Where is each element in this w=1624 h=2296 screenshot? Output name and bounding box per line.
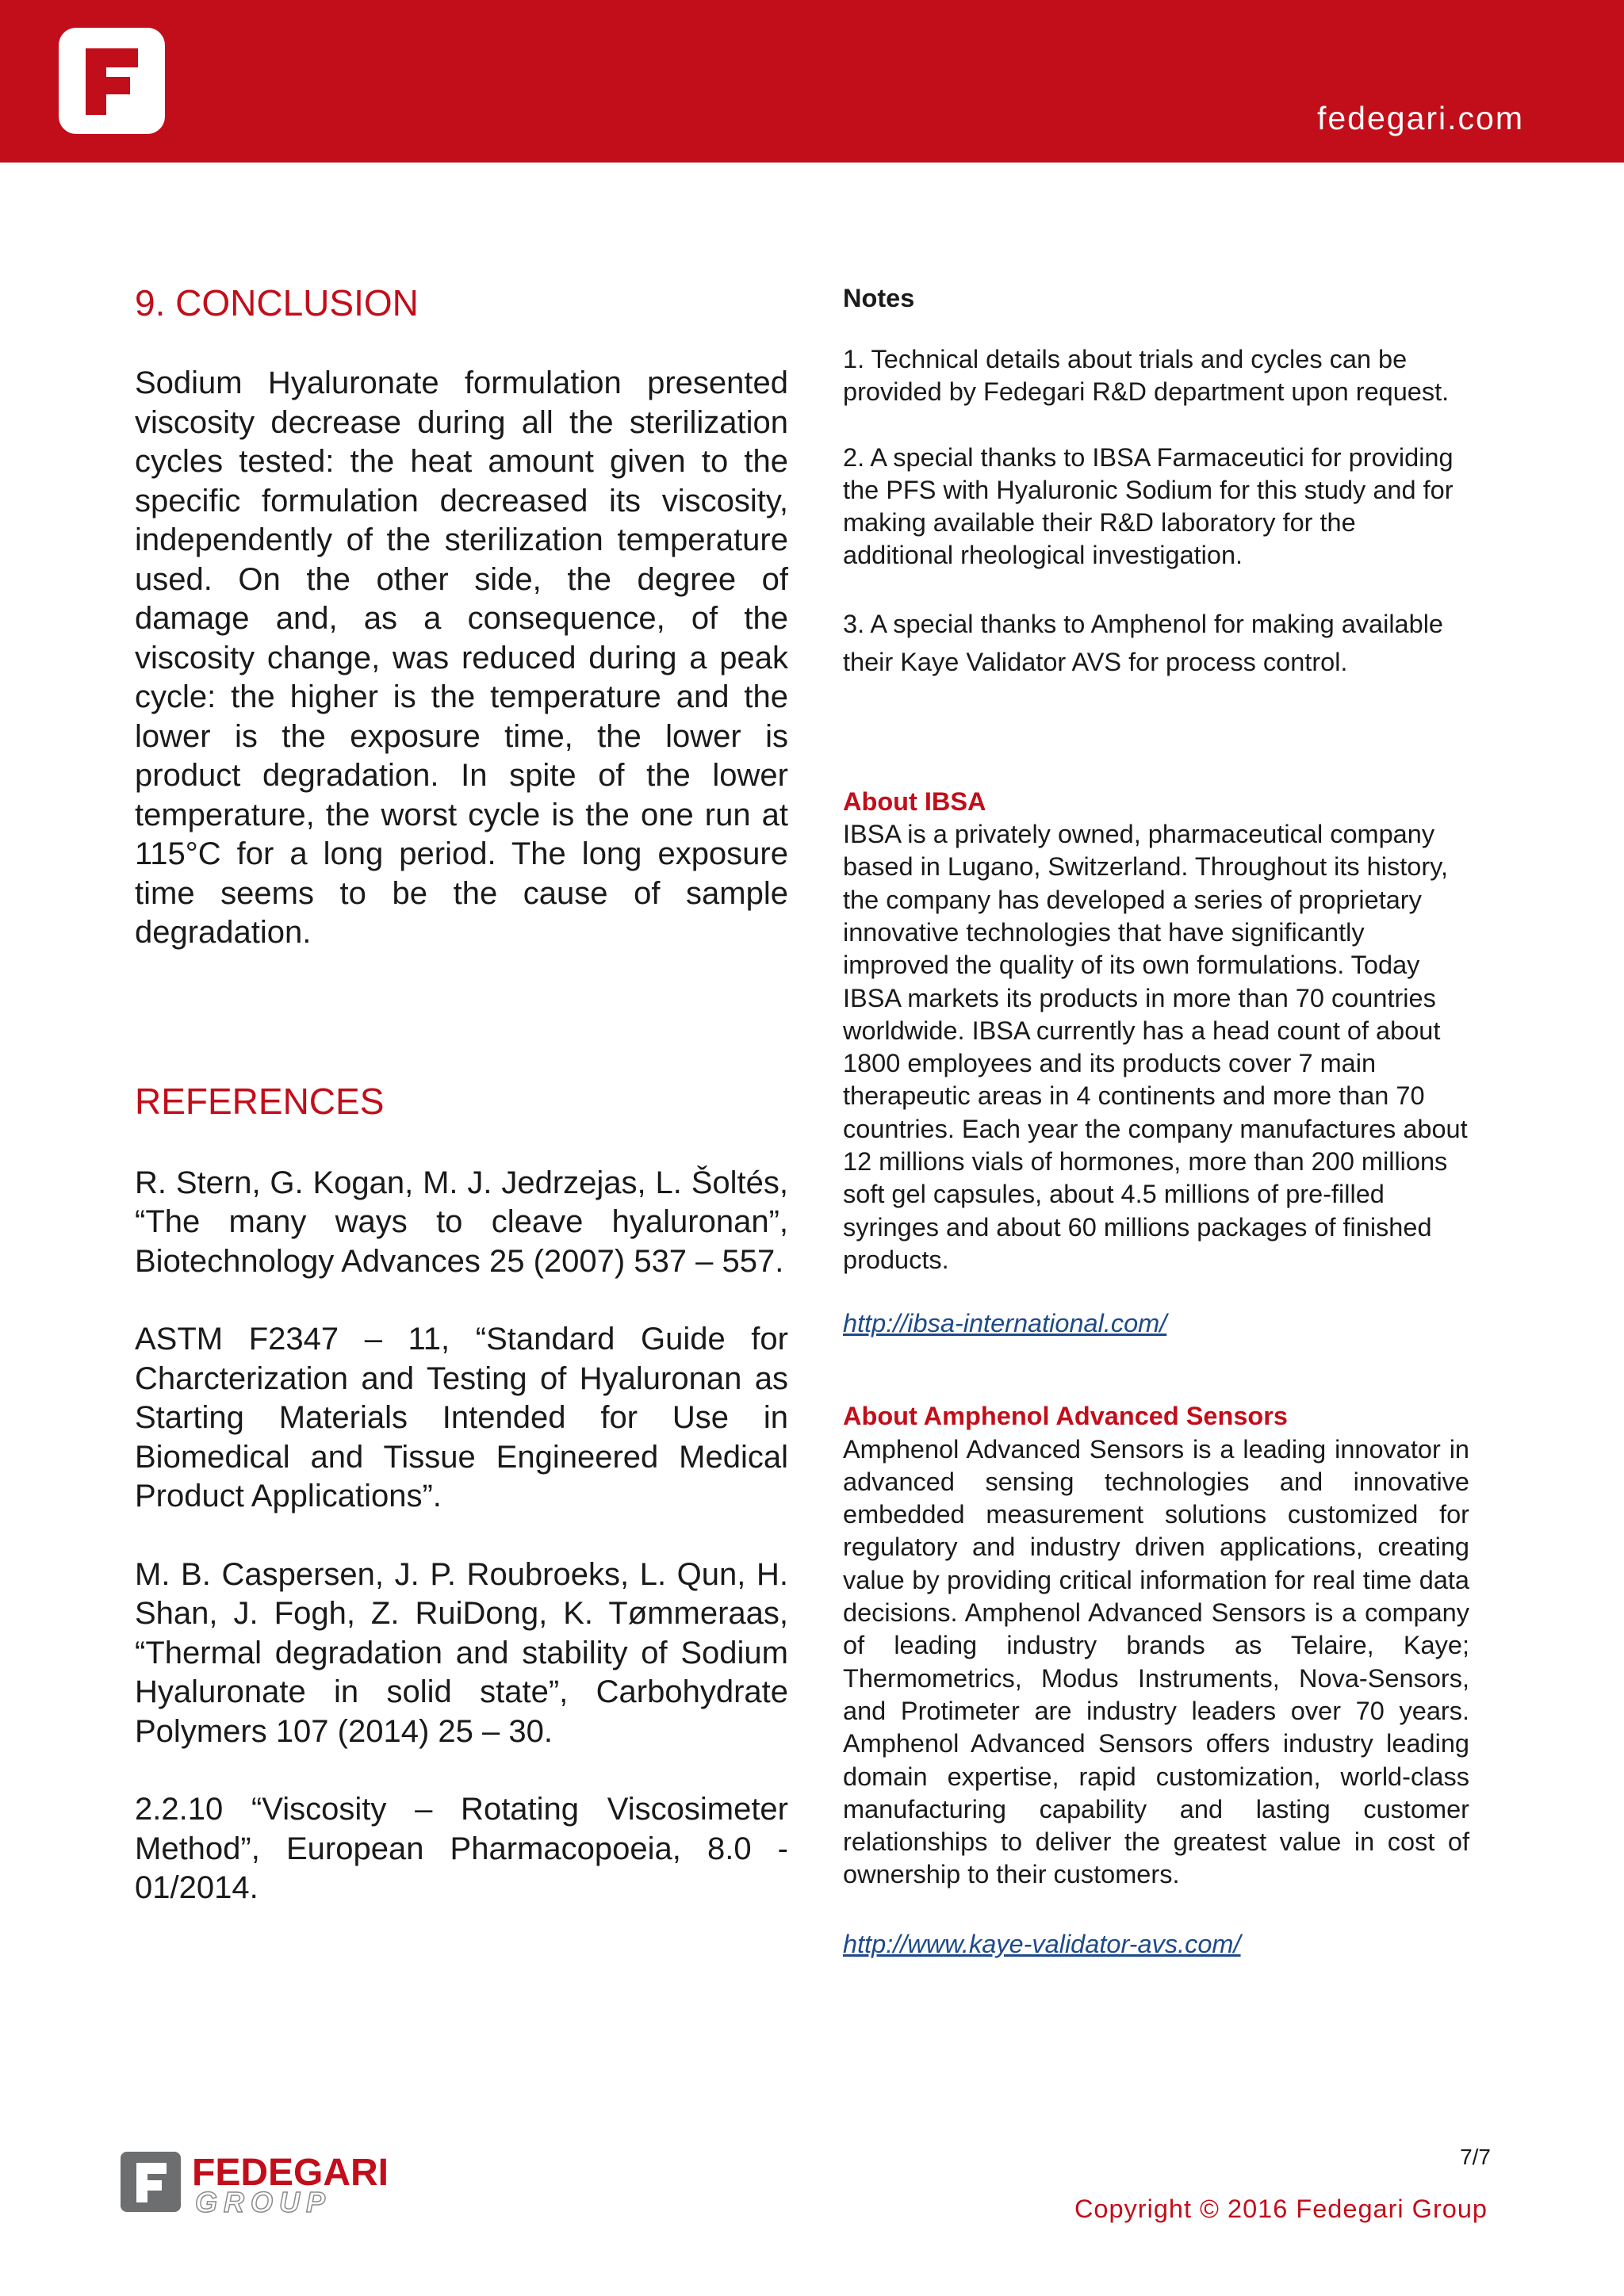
reference-item: 2.2.10 “Viscosity – Rotating Viscosimeter Method”, European Pharmacopoeia, 8.0 - 01/2014. [135,1792,788,1905]
note-item: 3. A special thanks to Amphenol for making available their Kaye Validator AVS for process control. [843,609,1443,676]
logo-sub: GROUP [195,2186,332,2214]
fedegari-f-icon [59,28,165,134]
about-ibsa-text: IBSA is a privately owned, pharmaceutical company based in Lugano, Switzerland. Throughout its history, the company has developed a series of proprietary innovative technologies that have significantly improved the quality of its own formulations. Today IBSA markets its products in more than 70 countries worldwide. IBSA currently has a head count of about 1800 employees and its products cover 7 main therapeutic areas in 4 continents and more than 70 countries. Each year the company manufactures about 12 millions vials of hormones, more than 200 millions soft gel capsules, about 4.5 millions of pre-filled syringes and about 60 millions packages of finished products. [843,820,1468,1274]
site-url[interactable]: fedegari.com [1316,100,1524,136]
fedegari-group-logo [119,2150,436,2214]
note-item: 2. A special thanks to IBSA Farmaceutici for providing the PFS with Hyaluronic Sodium for this study and for making available their R&D laboratory for the additional rheological investigation. [843,442,1454,570]
page-number: 7/7 [1460,2145,1491,2169]
note-item: 1. Technical details about trials and cycles can be provided by Fedegari R&D department upon request. [843,345,1450,407]
reference-item: ASTM F2347 – 11, “Standard Guide for Charcterization and Testing of Hyaluronan as Starting Materials Intended for Use in Biomedical and Tissue Engineered Medical Product Applications”. [135,1322,788,1513]
left-column [135,281,788,1908]
conclusion-text: Sodium Hyaluronate formulation presented viscosity decrease during all the sterilization cycles tested: the heat amount given to the specific formulation decreased its viscosity, independently of the sterilization temperature used. On the other side, the degree of damage and, as a consequence, of the viscosity change, was reduced during a peak cycle: the higher is the temperature and the lower is the exposure time, the lower is product degradation. In spite of the lower temperature, the worst cycle is the one run at 115°C for a long period. The long exposure time seems to be the cause of sample degradation. [135,365,788,950]
about-amphenol-text: Amphenol Advanced Sensors is a leading innovator in advanced sensing technologies and innovative embedded measurement solutions customized for regulatory and industry driven applications, creating value by providing critical information for real time data decisions. Amphenol Advanced Sensors is a company of leading industry brands as Telaire, Kaye; Thermometrics, Modus Instruments, Nova-Sensors, and Protimeter are industry leaders over 70 years. Amphenol Advanced Sensors offers industry leading domain expertise, rapid customization, world-class manufacturing capability and lasting customer relationships to deliver the greatest value in cost of ownership to their customers. [843,1434,1469,1889]
logo-name: FEDEGARI [192,2152,389,2194]
conclusion-title: 9. CONCLUSION [135,282,419,323]
notes-title: Notes [843,284,915,312]
header-bar [0,0,1624,163]
ibsa-link[interactable]: http://ibsa-international.com/ [843,1309,1167,1338]
references-title: REFERENCES [135,1080,385,1122]
right-column [843,284,1469,1959]
about-amphenol-title: About Amphenol Advanced Sensors [843,1402,1288,1431]
fedegari-group-icon [119,2150,436,2214]
fedegari-logo[interactable] [59,28,165,134]
reference-item: R. Stern, G. Kogan, M. J. Jedrzejas, L. Šoltés, “The many ways to cleave hyaluronan”, Biotechnology Advances 25 (2007) 537 – 557. [135,1165,788,1279]
amphenol-link[interactable]: http://www.kaye-validator-avs.com/ [843,1929,1241,1958]
about-ibsa-title: About IBSA [843,786,986,816]
reference-item: M. B. Caspersen, J. P. Roubroeks, L. Qun, H. Shan, J. Fogh, Z. RuiDong, K. Tømmeraas, “Thermal degradation and stability of Sodium Hyaluronate in solid state”, Carbohydrate Polymers 107 (2014) 25 – 30. [135,1556,788,1749]
copyright: Copyright © 2016 Fedegari Group [1074,2195,1488,2223]
